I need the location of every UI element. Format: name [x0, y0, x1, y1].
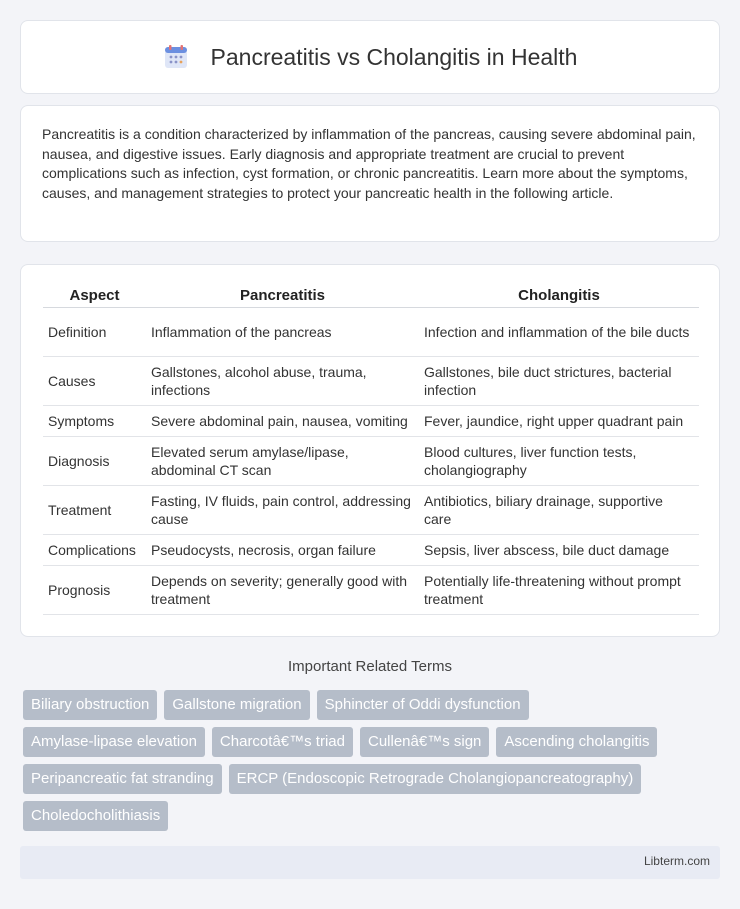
pancreatitis-cell: Depends on severity; generally good with treatment — [146, 566, 419, 615]
related-terms-list — [23, 690, 723, 838]
cholangitis-cell: Sepsis, liver abscess, bile duct damage — [419, 535, 699, 566]
term-tag[interactable]: Ascending cholangitis — [496, 727, 657, 757]
aspect-cell: Prognosis — [43, 566, 146, 615]
pancreatitis-cell: Fasting, IV fluids, pain control, addressing cause — [146, 486, 419, 535]
related-terms-title: Important Related Terms — [288, 658, 452, 675]
table-row — [43, 308, 699, 357]
table-row — [43, 486, 699, 535]
cholangitis-cell: Blood cultures, liver function tests, cholangiography — [419, 437, 699, 486]
intro-paragraph: Pancreatitis is a condition characterized by inflammation of the pancreas, causing severe abdominal pain, nausea, and digestive issues. Early diagnosis and appropriate treatment are crucial to prevent complications such as infection, cyst formation, or chronic pancreatitis. Learn more about the symptoms, causes, and management strategies to protect your pancreatic health in the following article. — [42, 126, 696, 201]
table-row — [43, 357, 699, 406]
pancreatitis-cell: Elevated serum amylase/lipase, abdominal CT scan — [146, 437, 419, 486]
table-row — [43, 566, 699, 615]
cholangitis-cell: Gallstones, bile duct strictures, bacterial infection — [419, 357, 699, 406]
table-row — [43, 406, 699, 437]
term-tag[interactable]: Peripancreatic fat stranding — [23, 764, 222, 794]
term-tag[interactable]: Cullenâ€™s sign — [360, 727, 489, 757]
aspect-cell: Treatment — [43, 486, 146, 535]
header-card — [20, 20, 720, 94]
term-tag[interactable]: Gallstone migration — [164, 690, 309, 720]
cholangitis-cell: Potentially life-threatening without prompt treatment — [419, 566, 699, 615]
aspect-cell: Symptoms — [43, 406, 146, 437]
table-row — [43, 437, 699, 486]
header — [163, 44, 578, 71]
calendar-grid-icon — [163, 44, 189, 70]
aspect-cell: Causes — [43, 357, 146, 406]
pancreatitis-cell: Gallstones, alcohol abuse, trauma, infections — [146, 357, 419, 406]
footer-link[interactable]: Libterm.com — [643, 854, 710, 868]
comparison-table — [43, 282, 699, 615]
aspect-cell: Definition — [43, 308, 146, 357]
cholangitis-cell: Fever, jaundice, right upper quadrant pain — [419, 406, 699, 437]
table-header-row — [43, 282, 699, 308]
term-tag[interactable]: Choledocholithiasis — [23, 801, 168, 831]
term-tag[interactable]: Charcotâ€™s triad — [212, 727, 353, 757]
aspect-cell: Diagnosis — [43, 437, 146, 486]
pancreatitis-cell: Pseudocysts, necrosis, organ failure — [146, 535, 419, 566]
cholangitis-cell: Infection and inflammation of the bile ducts — [419, 308, 699, 357]
aspect-cell: Complications — [43, 535, 146, 566]
comparison-card — [20, 264, 720, 637]
table-row — [43, 535, 699, 566]
footer — [20, 846, 720, 879]
header-aspect: Aspect — [43, 282, 146, 308]
term-tag[interactable]: ERCP (Endoscopic Retrograde Cholangiopancreatography) — [229, 764, 642, 794]
term-tag[interactable]: Sphincter of Oddi dysfunction — [317, 690, 529, 720]
page-title: Pancreatitis vs Cholangitis in Health — [210, 43, 578, 70]
pancreatitis-cell: Inflammation of the pancreas — [146, 308, 419, 357]
term-tag[interactable]: Biliary obstruction — [23, 690, 157, 720]
term-tag[interactable]: Amylase-lipase elevation — [23, 727, 205, 757]
intro-card — [20, 105, 720, 242]
header-pancreatitis: Pancreatitis — [146, 282, 419, 308]
cholangitis-cell: Antibiotics, biliary drainage, supportive care — [419, 486, 699, 535]
header-cholangitis: Cholangitis — [419, 282, 699, 308]
pancreatitis-cell: Severe abdominal pain, nausea, vomiting — [146, 406, 419, 437]
